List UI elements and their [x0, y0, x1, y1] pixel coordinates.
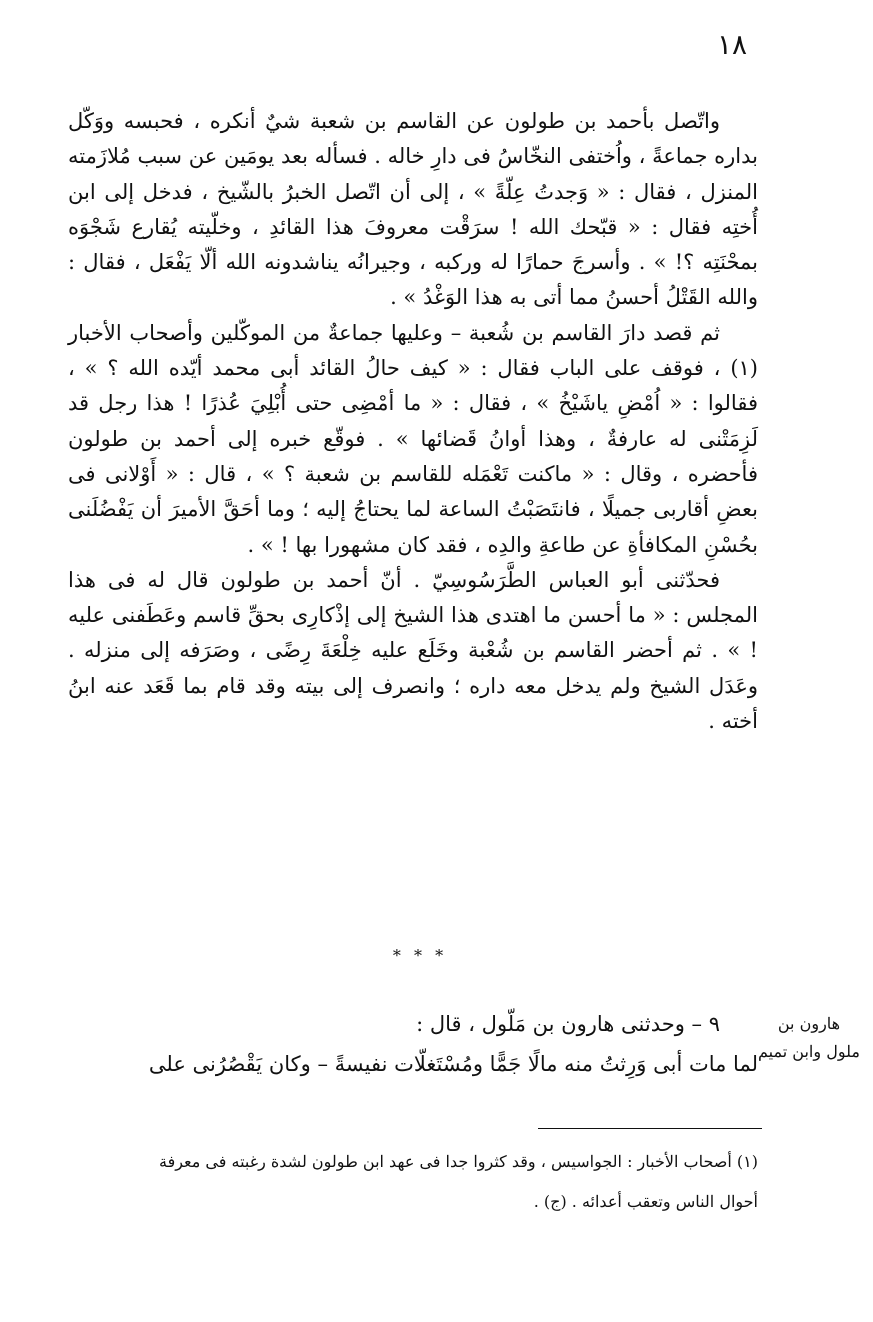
paragraph-3: فحدّثنى أبو العباس الطَّرَسُوسِيّ . أنّ أحمد بن طولون قال له فى هذا المجلس : « ما أحسن ما اهتدى هذا الشيخ إلى إذْكارِى بحقِّ قاسم وعَطَفنى عليه ! » . ثم أحضر القاسم بن شُعْبة وخَلَع عليه خِلْعَةَ رِضًى ، وصَرَفه إلى منزله . وعَدَل الشيخ ولم يدخل معه داره ؛ وانصرف إلى بيته وقد قام بما قَعَد عنه ابنُ أخته . [68, 567, 758, 734]
footnote-divider [538, 1128, 762, 1129]
page-number: ١٨ [716, 28, 748, 61]
margin-note-line-2: ملول وابن تميم [758, 1042, 860, 1061]
footnotes [68, 1142, 758, 1222]
section-heading: ٩ – وحدثنى هارون بن مَلّول ، قال : [416, 1012, 720, 1036]
main-text [68, 104, 758, 739]
margin-note [750, 1010, 868, 1066]
paragraph-2: ثم قصد دارَ القاسم بن شُعبة – وعليها جماعةٌ من الموكّلين وأصحاب الأخبار (١) ، فوقف على الباب فقال : « كيف حالُ القائد أبى محمد أيّده الله ؟ » ، فقالوا : « اُمْضِ ياشَيْخُ » ، فقال : « ما أمْضِى حتى أُبْلِيَ عُذرًا ! هذا رجل قد لَزِمَتْنى له عارفةٌ ، وهذا أوانُ قَضائها » . فوقّع خبره إلى أحمد بن طولون فأحضره ، وقال : « ماكنت تَعْمَله للقاسم بن شعبة ؟ » ، قال : « أَوْلانى فى بعضِ أقاربى جميلًا ، فانتَصَبْتُ الساعة لما يحتاجُ إليه ؛ وما أحَقَّ الأميرَ أن يَفْضُلَنى بحُسْنِ المكافأةِ عن طاعةِ والدِه ، فقد كان مشهورا بها ! » . [68, 320, 758, 557]
section-9 [68, 1004, 758, 1084]
section-text: لما مات أبى وَرِثتُ منه مالًا جَمًّا ومُسْتَغلّات نفيسةً – وكان يَقْصُرُنى على [148, 1052, 758, 1076]
margin-note-line-1: هارون بن [777, 1014, 841, 1033]
paragraph-1: واتّصل بأحمد بن طولون عن القاسم بن شعبة شيٌ أنكره ، فحبسه ووَكّل بداره جماعةً ، واُختفى النخّاسُ فى دارِ خاله . فسأله بعد يومَين عن سبب مُلازَمته المنزل ، فقال : « وَجدتُ عِلّةً » ، إلى أن اتّصل الخبرُ بالشّيخ ، فدخل إلى ابن أُختِه فقال : « قبّحك الله ! سرَقْت معروفَ هذا القائدِ ، وخلّيته يُقارع شَجْوَه بمحْنَتِه ؟! » . وأسرجَ حمارًا له وركبه ، وجيرانُه يناشدونه الله ألّا يَفْعَل ، فقال : والله القَتْلُ أحسنُ مما أتى به هذا الوَغْدُ » . [68, 109, 758, 310]
section-separator: * * * [392, 946, 448, 965]
footnote-line-2: أحوال الناس وتعقب أعدائه . (ج) . [533, 1192, 758, 1211]
footnote-line-1: (١) أصحاب الأخبار : الجواسيس ، وقد كثروا جدا فى عهد ابن طولون لشدة رغبته فى معرفة [158, 1152, 758, 1171]
